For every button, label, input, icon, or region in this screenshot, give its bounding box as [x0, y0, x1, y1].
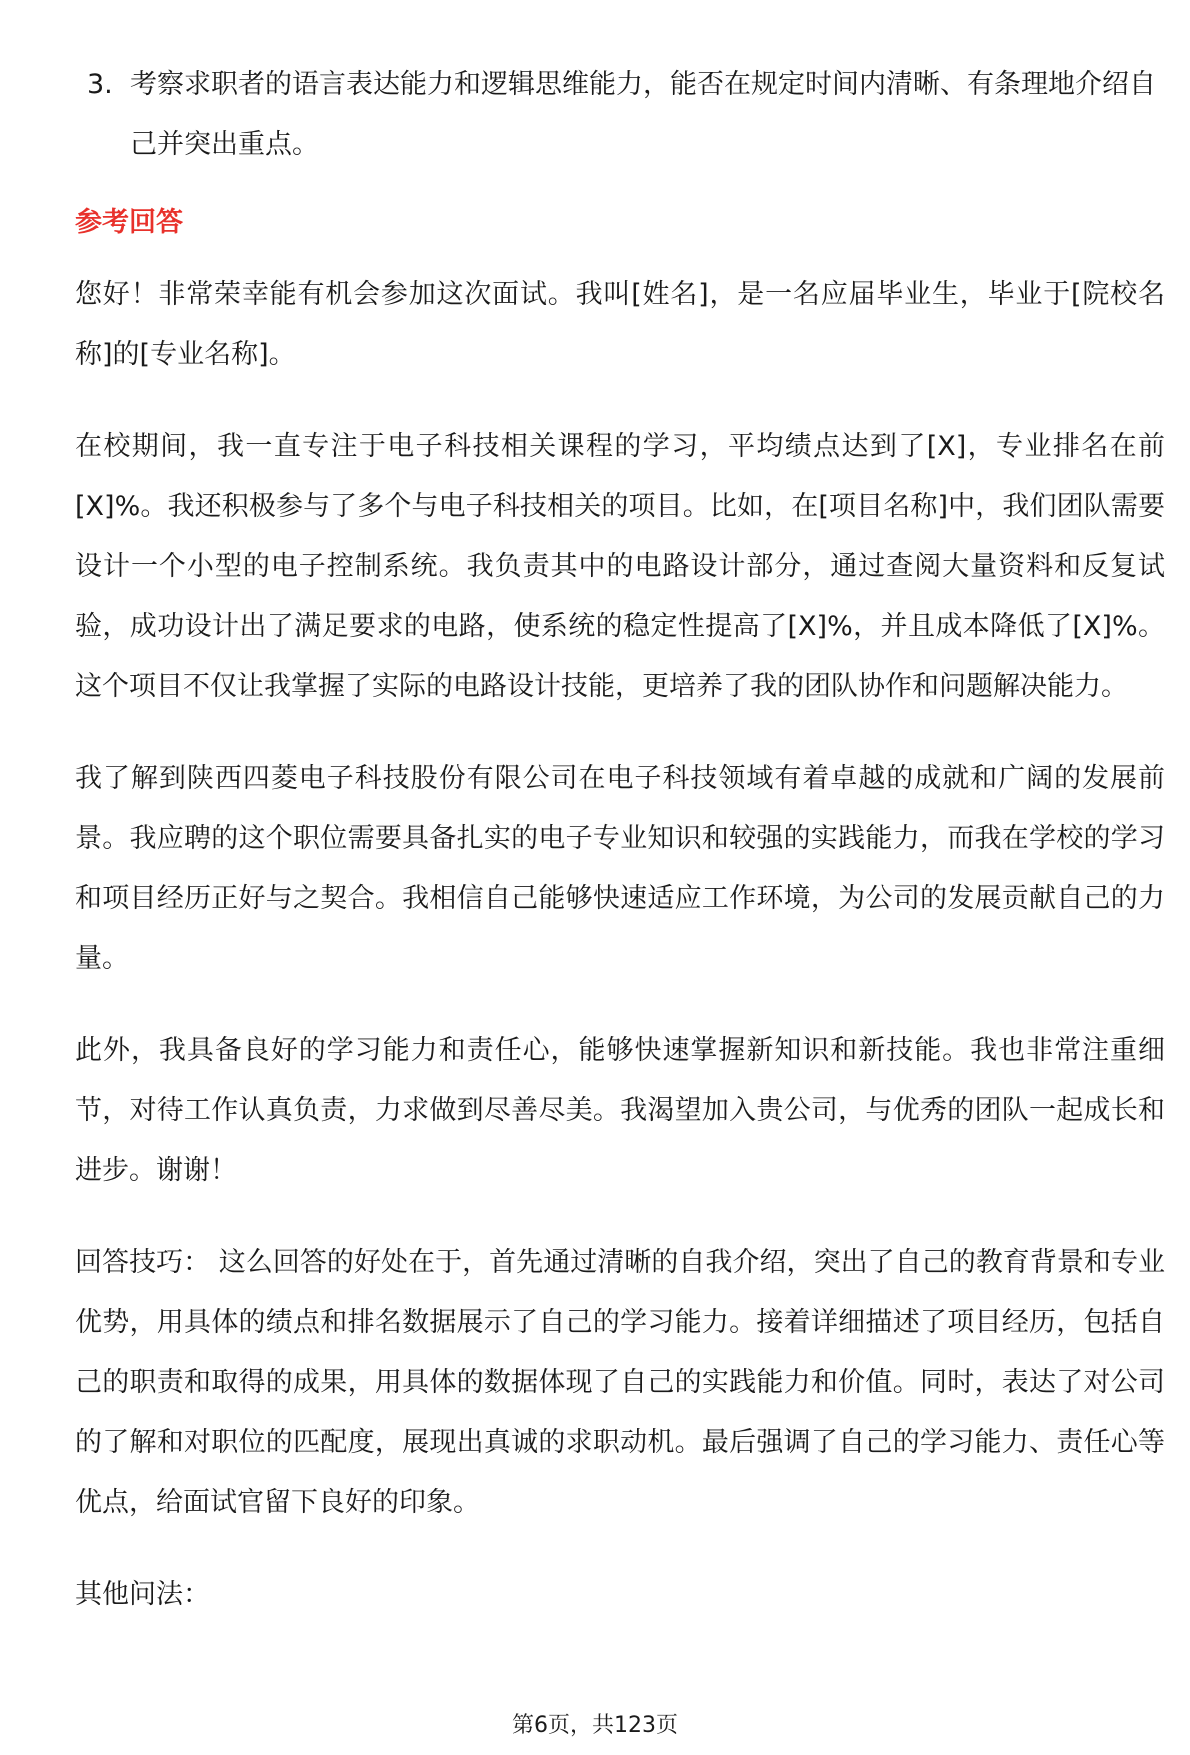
numbered-item [75, 55, 1165, 175]
paragraph-qualities: 此外，我具备良好的学习能力和责任心，能够快速掌握新知识和新技能。我也非常注重细节，对待工作认真负责，力求做到尽善尽美。我渴望加入贵公司，与优秀的团队一起成长和进步。谢谢！ [75, 1035, 1165, 1186]
paragraph-tips: 回答技巧： 这么回答的好处在于，首先通过清晰的自我介绍，突出了自己的教育背景和专业优势，用具体的绩点和排名数据展示了自己的学习能力。接着详细描述了项目经历，包括自己的职责和取得的成果，用具体的数据体现了自己的实践能力和价值。同时，表达了对公司的了解和对职位的匹配度，展现出真诚的求职动机。最后强调了自己的学习能力、责任心等优点，给面试官留下良好的印象。 [75, 1247, 1165, 1518]
page-footer: 第6页，共123页 [512, 1713, 678, 1738]
page-content [75, 55, 1165, 1657]
paragraph-school: 在校期间，我一直专注于电子科技相关课程的学习，平均绩点达到了[X]，专业排名在前[X]%。我还积极参与了多个与电子科技相关的项目。比如，在[项目名称]中，我们团队需要设计一个小型的电子控制系统。我负责其中的电路设计部分，通过查阅大量资料和反复试验，成功设计出了满足要求的电路，使系统的稳定性提高了[X]%，并且成本降低了[X]%。这个项目不仅让我掌握了实际的电路设计技能，更培养了我的团队协作和问题解决能力。 [75, 431, 1165, 702]
item-number: 3. [87, 69, 113, 100]
paragraph-other-questions: 其他问法： [75, 1579, 210, 1610]
paragraph-greeting: 您好！非常荣幸能有机会参加这次面试。我叫[姓名]，是一名应届毕业生，毕业于[院校名称]的[专业名称]。 [75, 279, 1165, 370]
item-text: 考察求职者的语言表达能力和逻辑思维能力，能否在规定时间内清晰、有条理地介绍自己并突出重点。 [130, 69, 1156, 160]
paragraph-company: 我了解到陕西四菱电子科技股份有限公司在电子科技领域有着卓越的成就和广阔的发展前景。我应聘的这个职位需要具备扎实的电子专业知识和较强的实践能力，而我在学校的学习和项目经历正好与之契合。我相信自己能够快速适应工作环境，为公司的发展贡献自己的力量。 [75, 763, 1165, 974]
section-heading: 参考回答 [75, 207, 183, 238]
